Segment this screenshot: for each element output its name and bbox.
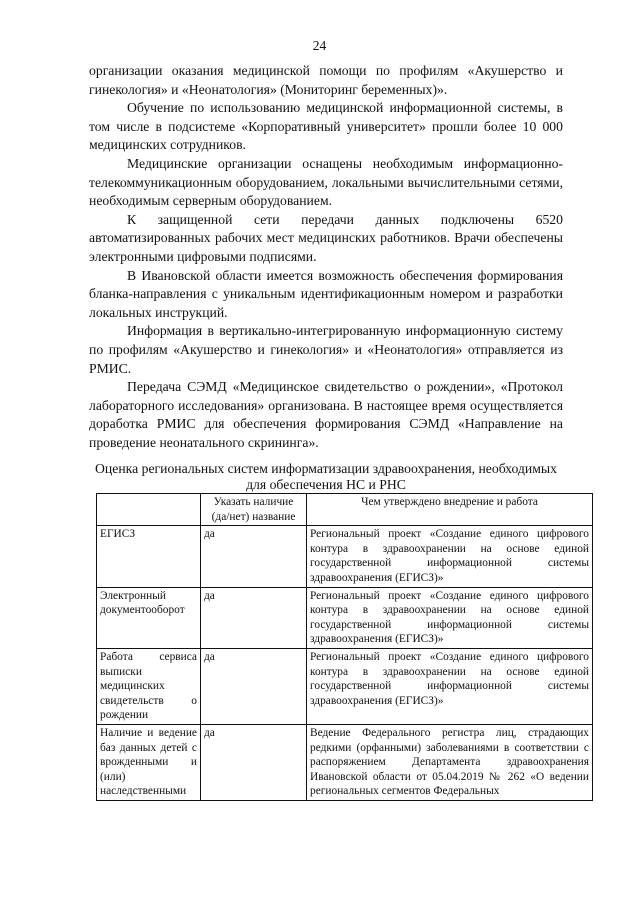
- cell-system: Наличие и ведение баз данных детей с врожденными и (или) наследственными: [97, 724, 201, 800]
- header-approval: Чем утверждено внедрение и работа: [307, 494, 593, 526]
- paragraph: Информация в вертикально-интегрированную информационную систему по профилям «Акушерство и гинекология» и «Неонатология» отправляется из РМИС.: [89, 323, 563, 376]
- cell-availability: да: [201, 724, 307, 800]
- cell-availability: да: [201, 587, 307, 648]
- paragraph: организации оказания медицинской помощи по профилям «Акушерство и гинекология» и «Неонатология» (Мониторинг беременных)».: [89, 63, 563, 97]
- paragraph: В Ивановской области имеется возможность обеспечения формирования бланка-направления с уникальным идентификационным номером и разработки локальных инструкций.: [89, 267, 563, 320]
- assessment-table: [96, 493, 593, 801]
- table-row: [97, 587, 593, 648]
- cell-approval: Региональный проект «Создание единого цифрового контура в здравоохранении на основе единой государственной информационной системы здравоохранения (ЕГИСЗ)»: [307, 526, 593, 587]
- paragraph: Обучение по использованию медицинской информационной системы, в том числе в подсистеме «Корпоративный университет» прошли более 10 000 медицинских сотрудников.: [89, 100, 563, 153]
- table-header-row: [97, 494, 593, 526]
- table-row: [97, 648, 593, 724]
- cell-approval: Региональный проект «Создание единого цифрового контура в здравоохранении на основе единой государственной информационной системы здравоохранения (ЕГИСЗ)»: [307, 587, 593, 648]
- table-title: Оценка региональных систем информатизации здравоохранения, необходимых для обеспечения НС и РНС: [95, 461, 557, 492]
- cell-approval: Региональный проект «Создание единого цифрового контура в здравоохранении на основе единой государственной информационной системы здравоохранения (ЕГИСЗ)»: [307, 648, 593, 724]
- cell-system: Электронный документооборот: [97, 587, 201, 648]
- cell-system: ЕГИСЗ: [97, 526, 201, 587]
- header-system: [97, 494, 201, 526]
- page-number: 24: [312, 38, 327, 53]
- cell-availability: да: [201, 526, 307, 587]
- table-row: [97, 526, 593, 587]
- cell-system: Работа сервиса выписки медицинских свидетельств о рождении: [97, 648, 201, 724]
- paragraph: К защищенной сети передачи данных подключены 6520 автоматизированных рабочих мест медицинских работников. Врачи обеспечены электронными цифровыми подписями.: [89, 211, 563, 264]
- cell-availability: да: [201, 648, 307, 724]
- paragraph: Медицинские организации оснащены необходимым информационно-телекоммуникационным оборудованием, локальными вычислительными сетями, необходимым серверным оборудованием.: [89, 155, 563, 209]
- paragraph: Передача СЭМД «Медицинское свидетельство о рождении», «Протокол лабораторного исследования» организована. В настоящее время осуществляется доработка РМИС для обеспечения формирования СЭМД «Направление на проведение неонатального скрининга».: [89, 379, 563, 450]
- cell-approval: Ведение Федерального регистра лиц, страдающих редкими (орфанными) заболеваниями в соответствии с распоряжением Департамента здравоохранения Ивановской области от 05.04.2019 № 262 «О ведении региональных сегментов Федеральных: [307, 724, 593, 800]
- body-text: [89, 62, 563, 452]
- header-availability: Указать наличие (да/нет) название: [201, 494, 307, 526]
- table-row: [97, 724, 593, 800]
